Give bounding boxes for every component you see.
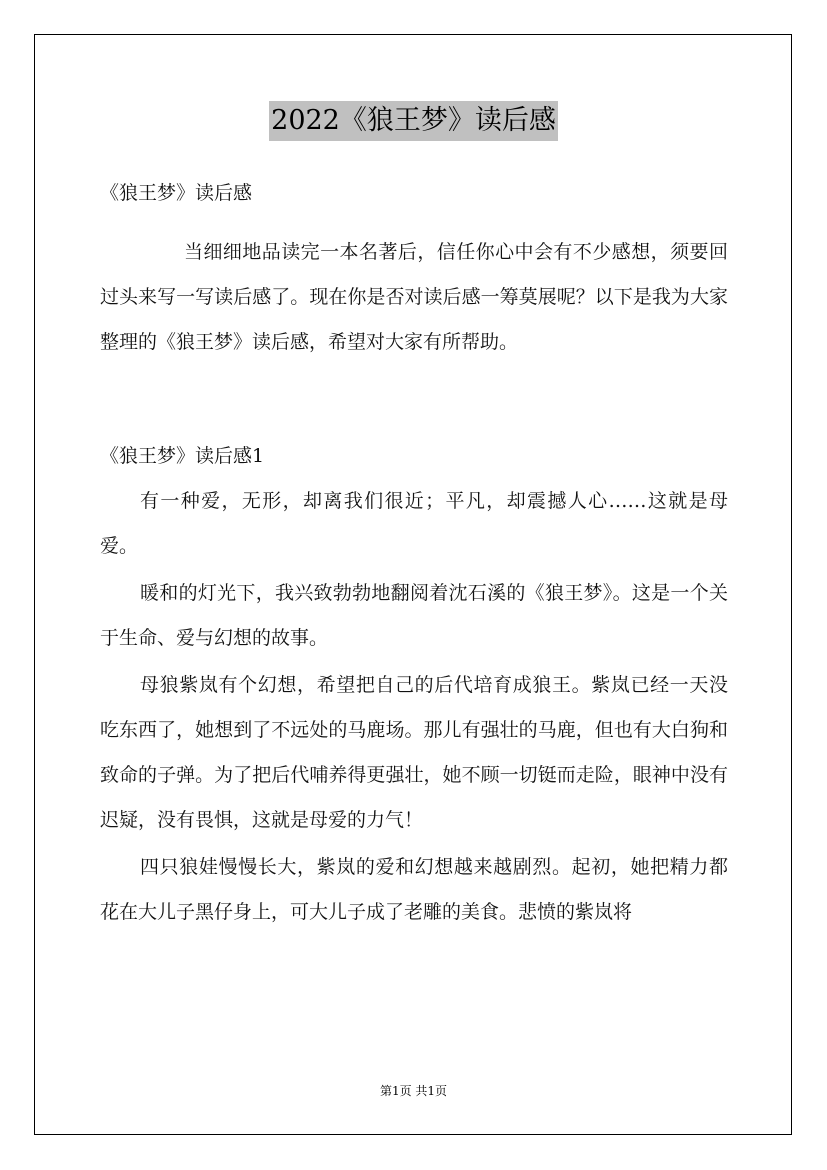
body-paragraph: 母狼紫岚有个幻想，希望把自己的后代培育成狼王。紫岚已经一天没吃东西了，她想到了不远处的马鹿场。那儿有强壮的马鹿，但也有大白狗和致命的子弹。为了把后代哺养得更强壮，她不顾一切铤而走险，眼神中没有迟疑，没有畏惧，这就是母爱的力气！ [100, 674, 728, 831]
body-paragraph: 四只狼娃慢慢长大，紫岚的爱和幻想越来越剧烈。起初，她把精力都花在大儿子黑仔身上，可大儿子成了老雕的美食。悲愤的紫岚将 [100, 856, 728, 923]
section-heading: 《狼王梦》读后感1 [100, 445, 265, 467]
document-title: 2022《狼王梦》读后感 [269, 101, 558, 141]
page-footer: 第1页 共1页 [379, 1084, 448, 1098]
title-container [0, 101, 827, 141]
document-body [100, 172, 728, 935]
body-paragraph: 有一种爱，无形，却离我们很近；平凡，却震撼人心……这就是母爱。 [100, 490, 728, 557]
body-paragraph: 暖和的灯光下，我兴致勃勃地翻阅着沈石溪的《狼王梦》。这是一个关于生命、爱与幻想的故事。 [100, 582, 728, 649]
document-subtitle: 《狼王梦》读后感 [100, 182, 253, 204]
intro-paragraph: 当细细地品读完一本名著后，信任你心中会有不少感想，须要回过头来写一写读后感了。现在你是否对读后感一筹莫展呢？以下是我为大家整理的《狼王梦》读后感，希望对大家有所帮助。 [100, 241, 728, 353]
